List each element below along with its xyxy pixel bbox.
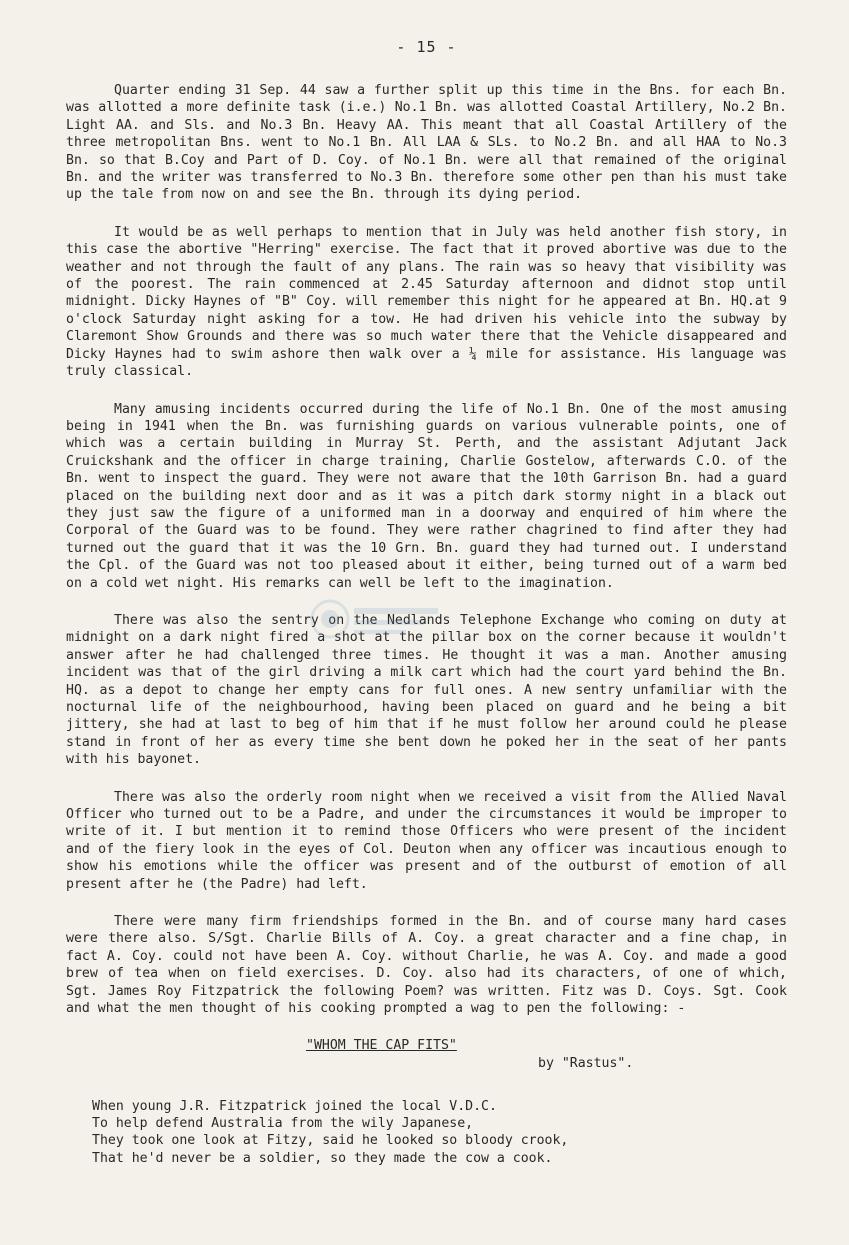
- paragraph-herring-exercise: It would be as well perhaps to mention that in July was held another fish story, in this case the abortive "Herring" exercise. The fact that it proved abortive was due to the weather and not through the fault of any plans. The rain was so heavy that visibility was of the poorest. The rain commenced at 2.45 Saturday afternoon and didnot stop until midnight. Dicky Haynes of "B" Coy. will remember this night for he appeared at Bn. HQ.at 9 o'clock Saturday night asking for a tow. He had driven his vehicle into the subway by Claremont Show Grounds and there was so much water there that the Vehicle disappeared and Dicky Haynes had to swim ashore then walk over a ¼ mile for assistance. His language was truly classical.: [66, 224, 787, 380]
- paragraph-sentry-incidents: There was also the sentry on the Nedlands Telephone Exchange who coming on duty at midnight on a dark night fired a shot at the pillar box on the corner because it wouldn't answer after he had challenged three times. He thought it was a man. Another amusing incident was that of the girl driving a milk cart which had the court yard behind the Bn. HQ. as a depot to change her empty cans for full ones. A new sentry unfamiliar with the nocturnal life of the neighbourhood, having been placed on guard and he being a bit jittery, she had at last to beg of him that if he must follow her around could he please stand in front of her as every time she bent down he poked her in the seat of her pants with his bayonet.: [66, 612, 787, 768]
- paragraph-guard-incident: Many amusing incidents occurred during the life of No.1 Bn. One of the most amusing being in 1941 when the Bn. was furnishing guards on various vulnerable points, one of which was a certain building in Murray St. Perth, and the assistant Adjutant Jack Cruickshank and the officer in charge training, Charlie Gostelow, afterwards C.O. of the Bn. went to inspect the guard. They were not aware that the 10th Garrison Bn. had a guard placed on the building next door and as it was a pitch dark stormy night in a black out they just saw the figure of a uniformed man in a doorway and enquired of him where the Corporal of the Guard was to be found. They were rather chagrined to find after they had turned out the guard that it was the 10 Grn. Bn. guard they had turned out. I understand the Cpl. of the Guard was not too pleased about it either, being turned out of a warm bed on a cold wet night. His remarks can well be left to the imagination.: [66, 401, 787, 591]
- poem-line: They took one look at Fitzy, said he looked so bloody crook,: [92, 1133, 569, 1149]
- poem-title: "WHOM THE CAP FITS": [306, 1037, 457, 1053]
- paragraph-bn-split: Quarter ending 31 Sep. 44 saw a further split up this time in the Bns. for each Bn. was allotted a more definite task (i.e.) No.1 Bn. was allotted Coastal Artillery, No.2 Bn. Light AA. and Sls. and No.3 Bn. Heavy AA. This meant that all Coastal Artillery of the three metropolitan Bns. went to No.1 Bn. All LAA & SLs. to No.2 Bn. and all HAA to No.3 Bn. so that B.Coy and Part of D. Coy. of No.1 Bn. were all that remained of the original Bn. and the writer was transferred to No.3 Bn. therefore some other pen than his must take up the tale from now on and see the Bn. through its dying period.: [66, 83, 787, 203]
- poem-header: [66, 1038, 787, 1076]
- poem-body: [92, 1098, 787, 1168]
- poem-line: To help defend Australia from the wily Japanese,: [92, 1115, 474, 1131]
- paragraph-orderly-room: There was also the orderly room night when we received a visit from the Allied Naval Officer who turned out to be a Padre, and under the circumstances it would be improper to write of it. I but mention it to remind those Officers who were present of the incident and of the fiery look in the eyes of Col. Deuton when any officer was incautious enough to show his emotions while the officer was present and of the outburst of emotion of all present after he (the Padre) had left.: [66, 789, 787, 892]
- poem-line: That he'd never be a soldier, so they made the cow a cook.: [92, 1150, 553, 1166]
- poem-byline: by "Rastus".: [538, 1055, 634, 1071]
- page-number: - 15 -: [396, 38, 457, 56]
- poem-line: When young J.R. Fitzpatrick joined the local V.D.C.: [92, 1098, 497, 1114]
- watermark-seal-icon: [300, 596, 450, 642]
- paragraph-friendships: There were many firm friendships formed in the Bn. and of course many hard cases were there also. S/Sgt. Charlie Bills of A. Coy. a great character and a fine chap, in fact A. Coy. could not have been A. Coy. without Charlie, he was A. Coy. and made a good brew of tea when on field exercises. D. Coy. also had its characters, of one of which, Sgt. James Roy Fitzpatrick the following Poem? was written. Fitz was D. Coys. Sgt. Cook and what the men thought of his cooking prompted a wag to pen the following: -: [66, 914, 787, 1017]
